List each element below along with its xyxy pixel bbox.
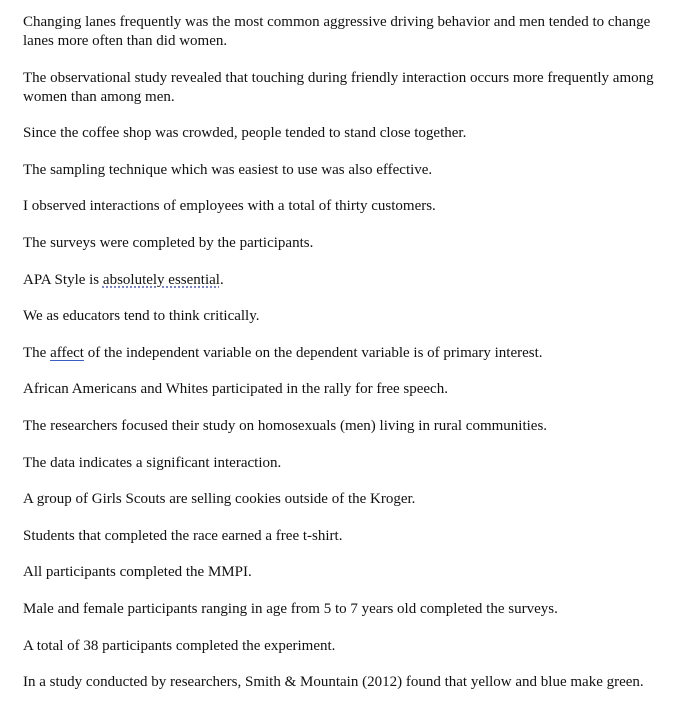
grammar-flag-absolutely-essential[interactable]: absolutely essential: [102, 271, 220, 288]
sentence-13: A group of Girls Scouts are selling cookies outside of the Kroger.: [23, 491, 416, 508]
sentence-17: A total of 38 participants completed the experiment.: [23, 637, 336, 654]
sentence-1: Changing lanes frequently was the most common aggressive driving behavior and men tended to change lanes more often than did women.: [23, 14, 651, 49]
sentence-7: [23, 271, 663, 290]
document-body: [23, 13, 663, 692]
sentence-8: We as educators tend to think critically.: [23, 308, 260, 325]
sentence-11: The researchers focused their study on homosexuals (men) living in rural communities.: [23, 417, 548, 434]
sentence-7-after: .: [219, 271, 224, 288]
sentence-9: [23, 344, 663, 363]
sentence-6: The surveys were completed by the participants.: [23, 234, 314, 251]
sentence-5: I observed interactions of employees with a total of thirty customers.: [23, 198, 436, 215]
sentence-2: The observational study revealed that touching during friendly interaction occurs more frequently among women than among men.: [23, 69, 654, 105]
sentence-12: The data indicates a significant interaction.: [23, 454, 282, 471]
sentence-3: Since the coffee shop was crowded, people tended to stand close together.: [23, 125, 467, 142]
sentence-4: The sampling technique which was easiest to use was also effective.: [23, 161, 433, 178]
sentence-7-before: APA Style is: [23, 271, 103, 288]
sentence-9-before: The: [23, 344, 51, 361]
sentence-16: Male and female participants ranging in age from 5 to 7 years old completed the surveys.: [23, 600, 558, 617]
sentence-18: In a study conducted by researchers, Smith & Mountain (2012) found that yellow and blue make green.: [23, 674, 644, 691]
sentence-15: All participants completed the MMPI.: [23, 564, 252, 581]
sentence-10: African Americans and Whites participated in the rally for free speech.: [23, 381, 448, 398]
sentence-14: Students that completed the race earned a free t-shirt.: [23, 527, 343, 544]
sentence-9-after: of the independent variable on the dependent variable is of primary interest.: [83, 344, 543, 361]
grammar-flag-affect[interactable]: affect: [50, 344, 84, 361]
